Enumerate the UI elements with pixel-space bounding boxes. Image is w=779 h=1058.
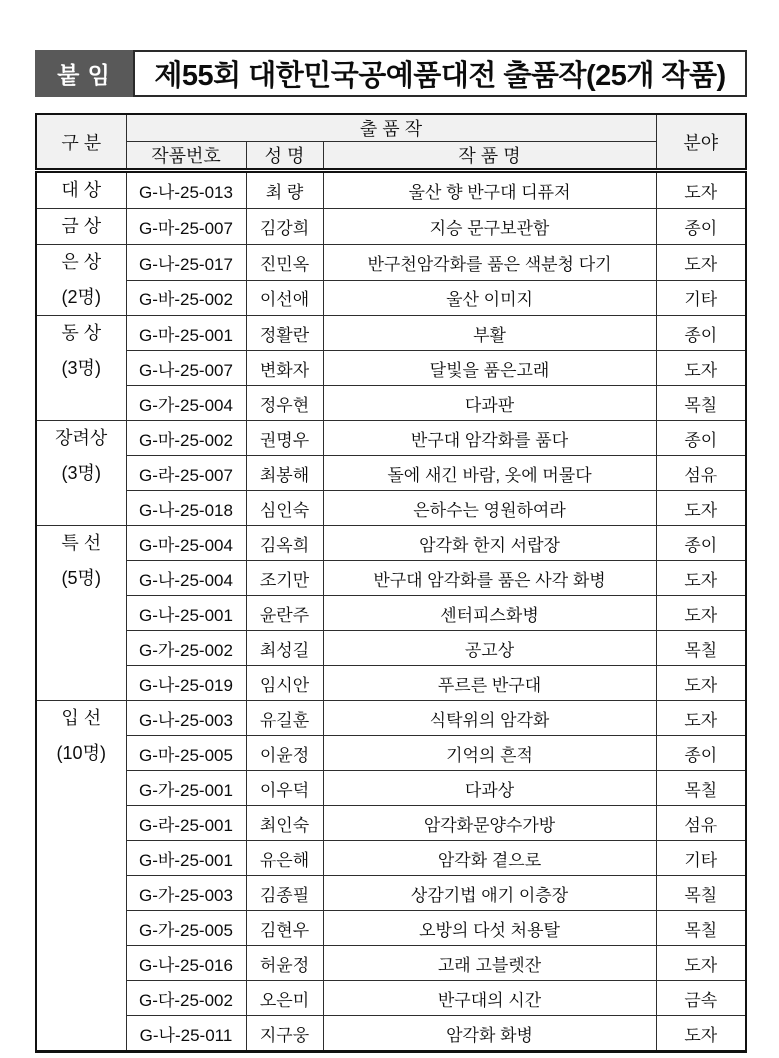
table-row: [36, 491, 746, 526]
table-row: [36, 209, 746, 245]
work-no-cell: G-가-25-001: [126, 771, 246, 806]
table-row: [36, 806, 746, 841]
artist-name-cell: 김현우: [246, 911, 323, 946]
work-title-cell: 울산 향 반구대 디퓨저: [323, 171, 656, 209]
col-header-field: 분야: [656, 114, 746, 171]
category-cell: [36, 209, 126, 245]
artist-name-cell: 최봉해: [246, 456, 323, 491]
table-row: [36, 841, 746, 876]
field-cell: 기타: [656, 280, 746, 316]
category-label: 특 선: [61, 533, 102, 553]
field-cell: 목칠: [656, 631, 746, 666]
category-label: 은 상: [61, 252, 102, 272]
work-no-cell: G-마-25-002: [126, 421, 246, 456]
category-label: 장려상: [55, 428, 108, 448]
work-no-cell: G-가-25-005: [126, 911, 246, 946]
field-cell: 금속: [656, 981, 746, 1016]
artist-name-cell: 진민옥: [246, 245, 323, 281]
work-title-cell: 반구대 암각화를 품은 사각 화병: [323, 561, 656, 596]
work-no-cell: G-바-25-002: [126, 280, 246, 316]
artist-name-cell: 이우덕: [246, 771, 323, 806]
work-title-cell: 식탁위의 암각화: [323, 701, 656, 736]
work-title-cell: 상감기법 애기 이층장: [323, 876, 656, 911]
work-title-cell: 공고상: [323, 631, 656, 666]
work-title-cell: 다과판: [323, 386, 656, 421]
category-count: (5명): [61, 568, 101, 588]
table-row: [36, 876, 746, 911]
work-title-cell: 암각화 화병: [323, 1016, 656, 1052]
category-label: 대 상: [61, 180, 102, 200]
category-cell: [36, 245, 126, 316]
header-row-1: [36, 114, 746, 142]
field-cell: 종이: [656, 526, 746, 561]
category-cell: [36, 171, 126, 209]
artist-name-cell: 오은미: [246, 981, 323, 1016]
col-header-category: 구 분: [36, 114, 126, 171]
work-title-cell: 암각화 곁으로: [323, 841, 656, 876]
field-cell: 도자: [656, 1016, 746, 1052]
work-no-cell: G-나-25-016: [126, 946, 246, 981]
artist-name-cell: 정활란: [246, 316, 323, 351]
work-no-cell: G-마-25-001: [126, 316, 246, 351]
work-no-cell: G-가-25-003: [126, 876, 246, 911]
work-no-cell: G-라-25-001: [126, 806, 246, 841]
table-row: [36, 666, 746, 701]
category-label: 입 선: [61, 708, 102, 728]
work-no-cell: G-나-25-001: [126, 596, 246, 631]
category-count: (10명): [56, 743, 106, 763]
work-no-cell: G-다-25-002: [126, 981, 246, 1016]
artist-name-cell: 김종필: [246, 876, 323, 911]
field-cell: 도자: [656, 245, 746, 281]
work-no-cell: G-나-25-018: [126, 491, 246, 526]
work-title-cell: 센터피스화병: [323, 596, 656, 631]
artist-name-cell: 최 량: [246, 171, 323, 209]
work-title-cell: 반구대의 시간: [323, 981, 656, 1016]
artist-name-cell: 지구웅: [246, 1016, 323, 1052]
work-no-cell: G-마-25-007: [126, 209, 246, 245]
category-cell: [36, 526, 126, 701]
work-title-cell: 울산 이미지: [323, 280, 656, 316]
artist-name-cell: 최성길: [246, 631, 323, 666]
artist-name-cell: 이선애: [246, 280, 323, 316]
field-cell: 목칠: [656, 911, 746, 946]
category-cell: [36, 316, 126, 421]
work-no-cell: G-나-25-013: [126, 171, 246, 209]
table-row: [36, 1016, 746, 1052]
table-row: [36, 316, 746, 351]
table-row: [36, 911, 746, 946]
table-row: [36, 245, 746, 281]
table-row: [36, 171, 746, 209]
work-title-cell: 암각화문양수가방: [323, 806, 656, 841]
artist-name-cell: 허윤정: [246, 946, 323, 981]
field-cell: 목칠: [656, 876, 746, 911]
field-cell: 기타: [656, 841, 746, 876]
page-title: 제55회 대한민국공예품대전 출품작(25개 작품): [133, 50, 747, 97]
artist-name-cell: 김옥희: [246, 526, 323, 561]
table-row: [36, 421, 746, 456]
field-cell: 종이: [656, 421, 746, 456]
work-no-cell: G-마-25-005: [126, 736, 246, 771]
category-cell: [36, 421, 126, 526]
table-row: [36, 280, 746, 316]
col-header-work-title: 작 품 명: [323, 142, 656, 171]
field-cell: 섬유: [656, 456, 746, 491]
table-body: [36, 171, 746, 1052]
artist-name-cell: 이윤정: [246, 736, 323, 771]
document-header: [35, 50, 747, 97]
work-title-cell: 다과상: [323, 771, 656, 806]
work-title-cell: 지승 문구보관함: [323, 209, 656, 245]
artist-name-cell: 정우현: [246, 386, 323, 421]
category-count: (2명): [61, 287, 101, 307]
work-title-cell: 부활: [323, 316, 656, 351]
table-row: [36, 981, 746, 1016]
work-no-cell: G-나-25-011: [126, 1016, 246, 1052]
field-cell: 도자: [656, 171, 746, 209]
work-title-cell: 암각화 한지 서랍장: [323, 526, 656, 561]
artist-name-cell: 최인숙: [246, 806, 323, 841]
category-count: (3명): [61, 463, 101, 483]
work-title-cell: 고래 고블렛잔: [323, 946, 656, 981]
work-title-cell: 은하수는 영원하여라: [323, 491, 656, 526]
artist-name-cell: 유길훈: [246, 701, 323, 736]
artist-name-cell: 조기만: [246, 561, 323, 596]
table-row: [36, 561, 746, 596]
table-row: [36, 631, 746, 666]
work-title-cell: 돌에 새긴 바람, 옷에 머물다: [323, 456, 656, 491]
field-cell: 도자: [656, 351, 746, 386]
work-no-cell: G-마-25-004: [126, 526, 246, 561]
table-row: [36, 701, 746, 736]
field-cell: 목칠: [656, 386, 746, 421]
artist-name-cell: 변화자: [246, 351, 323, 386]
field-cell: 도자: [656, 561, 746, 596]
artist-name-cell: 김강희: [246, 209, 323, 245]
field-cell: 종이: [656, 316, 746, 351]
field-cell: 도자: [656, 701, 746, 736]
work-title-cell: 오방의 다섯 처용탈: [323, 911, 656, 946]
table-row: [36, 771, 746, 806]
work-no-cell: G-나-25-017: [126, 245, 246, 281]
entries-table: [35, 113, 747, 1053]
table-row: [36, 351, 746, 386]
table-row: [36, 386, 746, 421]
work-title-cell: 푸르른 반구대: [323, 666, 656, 701]
work-title-cell: 반구대 암각화를 품다: [323, 421, 656, 456]
attachment-label: 붙 임: [35, 50, 133, 97]
table-row: [36, 456, 746, 491]
work-no-cell: G-라-25-007: [126, 456, 246, 491]
category-count: (3명): [61, 358, 101, 378]
category-label: 금 상: [61, 216, 102, 236]
header-row-2: [36, 142, 746, 171]
work-no-cell: G-나-25-019: [126, 666, 246, 701]
field-cell: 섬유: [656, 806, 746, 841]
work-no-cell: G-나-25-007: [126, 351, 246, 386]
field-cell: 종이: [656, 736, 746, 771]
col-header-entries: 출 품 작: [126, 114, 656, 142]
work-title-cell: 반구천암각화를 품은 색분청 다기: [323, 245, 656, 281]
category-label: 동 상: [61, 323, 102, 343]
artist-name-cell: 심인숙: [246, 491, 323, 526]
table-row: [36, 526, 746, 561]
field-cell: 도자: [656, 946, 746, 981]
table-row: [36, 946, 746, 981]
col-header-work-no: 작품번호: [126, 142, 246, 171]
artist-name-cell: 유은해: [246, 841, 323, 876]
artist-name-cell: 임시안: [246, 666, 323, 701]
work-no-cell: G-가-25-002: [126, 631, 246, 666]
table-row: [36, 596, 746, 631]
artist-name-cell: 윤란주: [246, 596, 323, 631]
artist-name-cell: 권명우: [246, 421, 323, 456]
field-cell: 도자: [656, 596, 746, 631]
work-no-cell: G-가-25-004: [126, 386, 246, 421]
work-title-cell: 기억의 흔적: [323, 736, 656, 771]
work-no-cell: G-나-25-004: [126, 561, 246, 596]
work-no-cell: G-바-25-001: [126, 841, 246, 876]
work-no-cell: G-나-25-003: [126, 701, 246, 736]
field-cell: 종이: [656, 209, 746, 245]
category-cell: [36, 701, 126, 1052]
field-cell: 도자: [656, 666, 746, 701]
work-title-cell: 달빛을 품은고래: [323, 351, 656, 386]
col-header-name: 성 명: [246, 142, 323, 171]
table-row: [36, 736, 746, 771]
field-cell: 목칠: [656, 771, 746, 806]
table-header: [36, 114, 746, 171]
field-cell: 도자: [656, 491, 746, 526]
